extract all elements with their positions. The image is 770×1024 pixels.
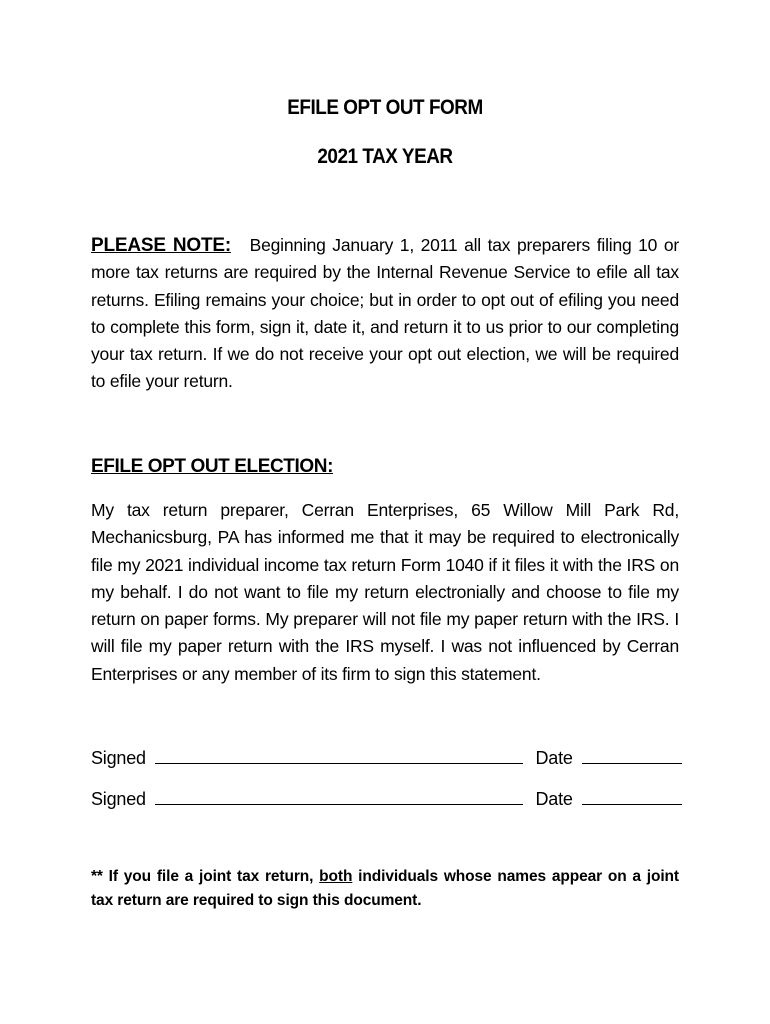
date-line[interactable]	[582, 786, 682, 805]
note-paragraph	[91, 232, 679, 396]
signature-line[interactable]	[155, 745, 523, 764]
footnote-suffix: individuals whose names appear on a joint tax return are required to sign this document.	[91, 868, 679, 909]
note-label: PLEASE NOTE:	[91, 235, 231, 256]
note-text: Beginning January 1, 2011 all tax preparers filing 10 or more tax returns are required by the Internal Revenue Service to efile all tax returns. Efiling remains your choice; but in order to opt out of efiling you need to complete this form, sign it, date it, and return it to us prior to our completing your tax return. If we do not receive your opt out election, we will be required to efile your return.	[91, 235, 679, 392]
signature-row-1	[91, 745, 681, 769]
election-heading: EFILE OPT OUT ELECTION:	[91, 456, 334, 477]
date-label: Date	[535, 789, 573, 809]
date-label: Date	[535, 748, 573, 768]
signed-label: Signed	[91, 789, 146, 809]
signature-line[interactable]	[155, 786, 523, 805]
election-paragraph: My tax return preparer, Cerran Enterprises, 65 Willow Mill Park Rd, Mechanicsburg, PA has informed me that it may be required to electronically file my 2021 individual income tax return Form 1040 if it files it with the IRS on my behalf. I do not want to file my return electronially and choose to file my return on paper forms. My preparer will not file my paper return with the IRS. I will file my paper return with the IRS myself. I was not influenced by Cerran Enterprises or any member of its firm to sign this statement.	[91, 500, 679, 684]
form-title: EFILE OPT OUT FORM	[287, 96, 483, 119]
tax-year-title: 2021 TAX YEAR	[317, 145, 453, 168]
footnote-prefix: ** If you file a joint tax return,	[91, 868, 314, 885]
footnote-emphasis: both	[319, 868, 353, 885]
joint-return-footnote	[91, 865, 679, 913]
signature-row-2	[91, 786, 681, 810]
signed-label: Signed	[91, 748, 146, 768]
date-line[interactable]	[582, 745, 682, 764]
